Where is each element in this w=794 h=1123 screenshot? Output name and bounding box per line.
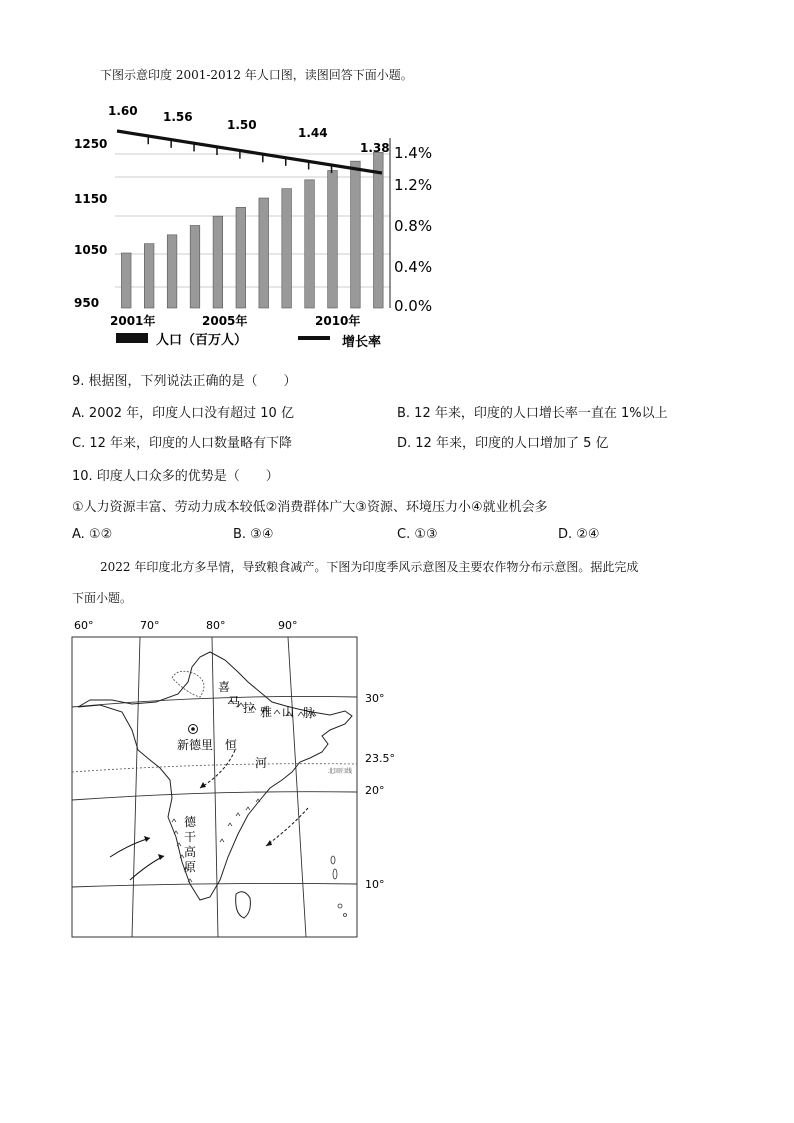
population-bar-2004 <box>190 226 200 309</box>
himalaya-char-4: 雅 <box>260 705 273 719</box>
population-bar-2007 <box>259 198 269 308</box>
intro-text-2-line-1: 2022 年印度北方多旱情，导致粮食减产。下图为印度季风示意图及主要农作物分布示意图。据此完成 <box>100 560 639 574</box>
left-tick-1050: 1050 <box>74 243 108 257</box>
deccan-char-4: 原 <box>184 860 197 874</box>
deccan-char-2: 干 <box>184 830 197 844</box>
lat-label-10: 10° <box>365 878 385 891</box>
lon-label-70: 70° <box>140 619 160 632</box>
right-tick-1: 1.2% <box>394 176 433 194</box>
intro-text-1: 下图示意印度 2001-2012 年人口图，读图回答下面小题。 <box>100 68 413 82</box>
population-chart <box>60 98 440 360</box>
legend-bar-swatch <box>116 333 148 343</box>
intro-text-2-line-2: 下面小题。 <box>72 591 133 605</box>
population-bar-2001 <box>121 253 131 308</box>
q10-option-a[interactable]: A. ①② <box>72 527 113 542</box>
question-10-stem: 10. 印度人口众多的优势是（ ） <box>72 469 279 484</box>
himalaya-char-5: 山 <box>282 705 295 719</box>
lat-label-20: 20° <box>365 784 385 797</box>
lon-label-60: 60° <box>74 619 94 632</box>
sri-lanka <box>236 892 251 918</box>
himalaya-char-3: 拉 <box>243 701 256 715</box>
x-tick-1: 2005年 <box>202 314 248 328</box>
left-tick-1250: 1250 <box>74 137 108 151</box>
population-bar-2002 <box>144 244 154 308</box>
x-tick-2: 2010年 <box>315 314 361 328</box>
tropic-label: 北回归线 <box>328 768 353 775</box>
rate-label-4: 1.38 <box>360 141 390 155</box>
legend-line-label: 增长率 <box>342 335 382 350</box>
right-tick-4: 0.0% <box>394 297 433 315</box>
rate-label-2: 1.50 <box>227 118 257 132</box>
right-tick-0: 1.4% <box>394 144 433 162</box>
population-bar-2009 <box>305 180 315 308</box>
ganges-char-2: 河 <box>255 756 268 770</box>
right-tick-2: 0.8% <box>394 217 433 235</box>
india-monsoon-map <box>60 612 400 942</box>
question-9-stem: 9. 根据图，下列说法正确的是（ ） <box>72 374 297 389</box>
x-tick-0: 2001年 <box>110 314 156 328</box>
q10-option-c[interactable]: C. ①③ <box>397 527 438 542</box>
himalaya-char-6: 脉 <box>303 706 316 720</box>
population-bar-2006 <box>236 207 246 308</box>
right-tick-3: 0.4% <box>394 258 433 276</box>
left-tick-1150: 1150 <box>74 192 108 206</box>
monsoon-arrows <box>110 750 308 880</box>
population-bar-2012 <box>374 152 384 308</box>
population-bar-2008 <box>282 189 292 308</box>
population-bar-2003 <box>167 235 177 308</box>
q10-option-b[interactable]: B. ③④ <box>233 527 274 542</box>
lon-label-90: 90° <box>278 619 298 632</box>
population-bar-2005 <box>213 216 223 308</box>
q9-option-b[interactable]: B. 12 年来，印度的人口增长率一直在 1%以上 <box>397 406 668 421</box>
himalaya-char-1: 喜 <box>218 680 231 694</box>
rate-label-1: 1.56 <box>163 110 193 124</box>
q9-option-c[interactable]: C. 12 年来，印度的人口数量略有下降 <box>72 436 293 451</box>
deccan-char-1: 德 <box>184 815 197 829</box>
deccan-char-3: 高 <box>184 845 197 859</box>
q10-option-d[interactable]: D. ②④ <box>558 527 600 542</box>
growth-rate-line <box>117 131 382 173</box>
rate-label-3: 1.44 <box>298 126 328 140</box>
legend-bar-label: 人口（百万人） <box>156 333 248 348</box>
lat-label-30: 30° <box>365 692 385 705</box>
q9-option-d[interactable]: D. 12 年来，印度的人口增加了 5 亿 <box>397 436 609 451</box>
map-frame <box>72 637 357 937</box>
population-bar-2011 <box>351 161 361 308</box>
ganges-char-1: 恒 <box>225 738 238 752</box>
question-10-items: ①人力资源丰富、劳动力成本较低②消费群体广大③资源、环境压力小④就业机会多 <box>72 500 548 515</box>
population-bar-2010 <box>328 171 338 309</box>
lon-label-80: 80° <box>206 619 226 632</box>
left-tick-950: 950 <box>74 296 100 310</box>
himalaya-char-2: 马 <box>228 695 241 709</box>
lat-label-23-5: 23.5° <box>365 752 395 765</box>
new-delhi-label: 新德里 <box>177 738 214 752</box>
q9-option-a[interactable]: A. 2002 年，印度人口没有超过 10 亿 <box>72 406 294 421</box>
rate-label-0: 1.60 <box>108 104 138 118</box>
